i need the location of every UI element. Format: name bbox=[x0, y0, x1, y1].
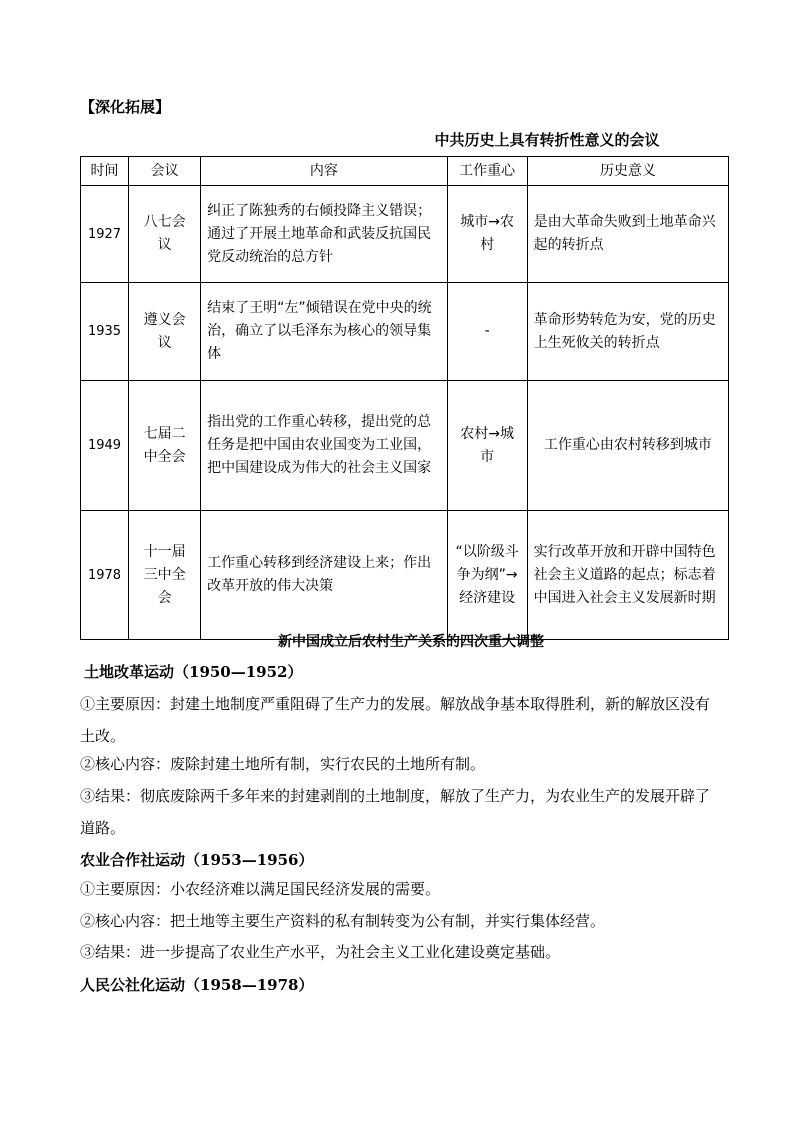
cell-focus: “以阶级斗争为纲”→经济建设 bbox=[447, 511, 527, 640]
cell-focus: - bbox=[447, 283, 527, 381]
cell-meeting: 八七会议 bbox=[129, 186, 201, 283]
meetings-table bbox=[80, 156, 729, 640]
header-time: 时间 bbox=[81, 157, 129, 186]
cell-time: 1949 bbox=[81, 381, 129, 511]
section-title: 新中国成立后农村生产关系的四次重大调整 bbox=[278, 634, 544, 650]
table-row bbox=[81, 381, 729, 511]
section-heading-label: 【深化拓展】 bbox=[80, 98, 171, 116]
cooperative-reason: ①主要原因：小农经济难以满足国民经济发展的需要。 bbox=[80, 880, 441, 898]
cell-focus: 城市→农村 bbox=[447, 186, 527, 283]
table-title: 中共历史上具有转折性意义的会议 bbox=[434, 131, 660, 149]
cell-meeting: 十一届三中全会 bbox=[129, 511, 201, 640]
land-reform-reason: ①主要原因：封建土地制度严重阻碍了生产力的发展。解放战争基本取得胜利，新的解放区没有土改。 bbox=[80, 695, 711, 745]
cell-meaning: 工作重心由农村转移到城市 bbox=[527, 381, 728, 511]
cell-content: 结束了王明“左”倾错误在党中央的统治，确立了以毛泽东为核心的领导集体 bbox=[201, 283, 447, 381]
land-reform-result: ③结果：彻底废除两千多年来的封建剥削的土地制度，解放了生产力，为农业生产的发展开辟了道路。 bbox=[80, 787, 711, 837]
cell-meaning: 是由大革命失败到土地革命兴起的转折点 bbox=[527, 186, 728, 283]
header-meeting: 会议 bbox=[129, 157, 201, 186]
cooperative-title: 农业合作社运动（1953—1956） bbox=[80, 851, 314, 869]
land-reform-title: 土地改革运动（1950—1952） bbox=[84, 663, 303, 681]
cell-content: 纠正了陈独秀的右倾投降主义错误；通过了开展土地革命和武装反抗国民党反动统治的总方针 bbox=[201, 186, 447, 283]
cell-meaning: 实行改革开放和开辟中国特色社会主义道路的起点；标志着中国进入社会主义发展新时期 bbox=[527, 511, 728, 640]
cell-meeting: 遵义会议 bbox=[129, 283, 201, 381]
cell-meeting: 七届二中全会 bbox=[129, 381, 201, 511]
cell-focus: 农村→城市 bbox=[447, 381, 527, 511]
cell-content: 工作重心转移到经济建设上来；作出改革开放的伟大决策 bbox=[201, 511, 447, 640]
cooperative-core: ②核心内容：把土地等主要生产资料的私有制转变为公有制，并实行集体经营。 bbox=[80, 912, 606, 930]
cell-meaning: 革命形势转危为安，党的历史上生死攸关的转折点 bbox=[527, 283, 728, 381]
cell-time: 1978 bbox=[81, 511, 129, 640]
table-row bbox=[81, 186, 729, 283]
cell-content: 指出党的工作重心转移，提出党的总任务是把中国由农业国变为工业国，把中国建设成为伟大的社会主义国家 bbox=[201, 381, 447, 511]
commune-title: 人民公社化运动（1958—1978） bbox=[80, 976, 314, 994]
cell-time: 1927 bbox=[81, 186, 129, 283]
cooperative-result: ③结果：进一步提高了农业生产水平，为社会主义工业化建设奠定基础。 bbox=[80, 943, 561, 961]
header-focus: 工作重心 bbox=[447, 157, 527, 186]
land-reform-core: ②核心内容：废除封建土地所有制，实行农民的土地所有制。 bbox=[80, 755, 486, 773]
table-header-row bbox=[81, 157, 729, 186]
table-row bbox=[81, 283, 729, 381]
header-meaning: 历史意义 bbox=[527, 157, 728, 186]
cell-time: 1935 bbox=[81, 283, 129, 381]
header-content: 内容 bbox=[201, 157, 447, 186]
table-row bbox=[81, 511, 729, 640]
